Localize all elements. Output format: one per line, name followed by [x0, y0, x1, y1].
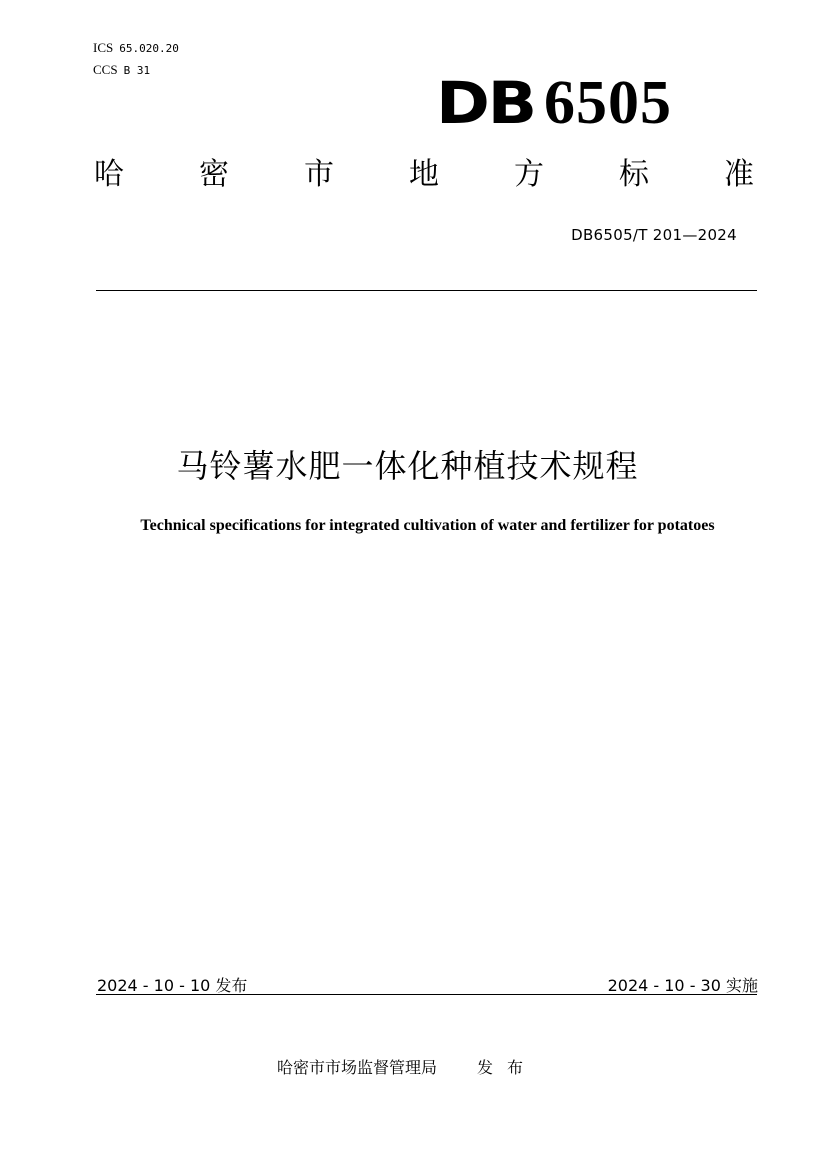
- standard-type-char: 市: [304, 157, 334, 192]
- document-title-chinese: 马铃薯水肥一体化种植技术规程: [176, 447, 639, 485]
- standard-type-char: 方: [514, 157, 544, 192]
- standard-mark-prefix: DB: [436, 69, 535, 137]
- ics-label: ICS: [93, 40, 114, 55]
- standard-type-heading: [94, 155, 754, 195]
- top-divider: [96, 290, 757, 291]
- ccs-label: CCS: [93, 62, 118, 77]
- ics-value: 65.020.20: [119, 42, 179, 55]
- standard-mark-number: 6505: [544, 69, 672, 137]
- issue-date: 2024 - 10 - 10 发布: [97, 976, 248, 995]
- publisher-verb: 发布: [477, 1058, 538, 1077]
- publisher-line: [277, 1055, 537, 1078]
- standard-code: DB6505/T 201—2024: [571, 226, 737, 244]
- publisher-name: 哈密市市场监督管理局: [277, 1058, 438, 1077]
- standard-mark: [436, 68, 672, 137]
- bottom-divider: [96, 994, 757, 995]
- standard-type-char: 哈: [94, 157, 124, 192]
- ccs-value: B 31: [123, 64, 151, 77]
- ics-classification: [93, 40, 179, 57]
- standard-type-char: 准: [724, 157, 754, 192]
- standard-type-char: 标: [619, 157, 649, 192]
- document-title-english: Technical specifications for integrated cultivation of water and fertilizer for potatoes: [140, 517, 715, 534]
- ccs-classification: [93, 62, 150, 79]
- standard-type-char: 密: [199, 157, 229, 192]
- implementation-date: 2024 - 10 - 30 实施: [607, 976, 758, 995]
- standard-type-char: 地: [409, 157, 439, 192]
